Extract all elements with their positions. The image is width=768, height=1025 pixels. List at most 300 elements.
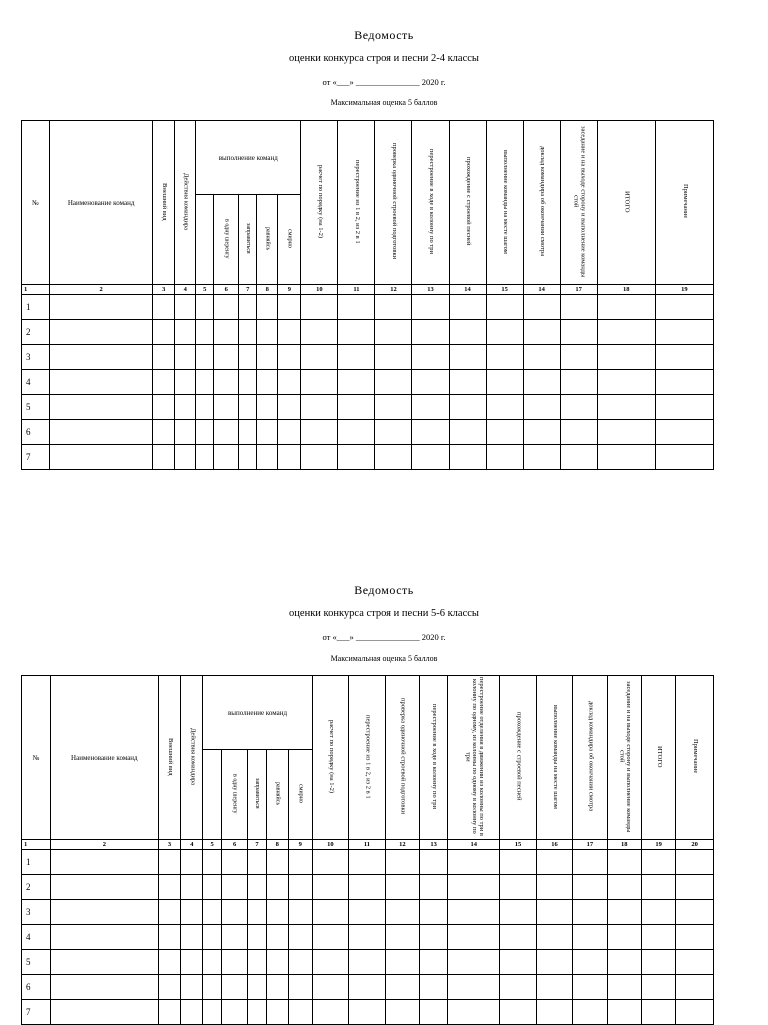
score-cell[interactable] bbox=[486, 395, 523, 420]
score-cell[interactable] bbox=[222, 850, 248, 875]
header-col17: заседание и на выходе сторону и выполнение команды стой bbox=[560, 121, 597, 285]
score-cell[interactable] bbox=[676, 1000, 714, 1025]
score-cell[interactable] bbox=[420, 925, 448, 950]
score-cell[interactable] bbox=[420, 900, 448, 925]
header-col17: доклад командира об окончании смотра bbox=[573, 676, 607, 840]
score-cell[interactable] bbox=[597, 320, 655, 345]
score-cell[interactable] bbox=[222, 975, 248, 1000]
score-cell[interactable] bbox=[158, 925, 181, 950]
score-cell[interactable] bbox=[278, 295, 301, 320]
score-cell[interactable] bbox=[676, 850, 714, 875]
score-cell[interactable] bbox=[278, 395, 301, 420]
table-row bbox=[22, 950, 714, 975]
score-cell[interactable] bbox=[486, 320, 523, 345]
score-cell[interactable] bbox=[573, 975, 607, 1000]
score-cell[interactable] bbox=[214, 370, 239, 395]
score-cell[interactable] bbox=[375, 395, 412, 420]
score-cell[interactable] bbox=[500, 900, 536, 925]
score-cell[interactable] bbox=[257, 320, 278, 345]
score-cell[interactable] bbox=[536, 925, 572, 950]
score-cell[interactable] bbox=[560, 370, 597, 395]
header-col11: перестроение из 1 в 2, из 2 в 1 bbox=[338, 121, 375, 285]
header-sub-attention: смирно bbox=[278, 195, 301, 285]
score-cell[interactable] bbox=[312, 950, 348, 975]
score-cell[interactable] bbox=[486, 295, 523, 320]
score-cell[interactable] bbox=[153, 370, 175, 395]
score-cell[interactable] bbox=[655, 420, 713, 445]
score-cell[interactable] bbox=[560, 420, 597, 445]
score-cell[interactable] bbox=[257, 295, 278, 320]
score-cell[interactable] bbox=[175, 395, 196, 420]
score-cell[interactable] bbox=[239, 445, 257, 470]
header-col12: проверка одиночной строевой подготовки bbox=[375, 121, 412, 285]
header-col13: перестроение в ходе в колонну по три bbox=[420, 676, 448, 840]
score-cell[interactable] bbox=[181, 900, 203, 925]
score-cell[interactable] bbox=[536, 875, 572, 900]
score-cell[interactable] bbox=[412, 295, 449, 320]
score-cell[interactable] bbox=[50, 370, 153, 395]
score-cell[interactable] bbox=[655, 370, 713, 395]
score-cell[interactable] bbox=[175, 420, 196, 445]
score-cell[interactable] bbox=[196, 445, 214, 470]
score-cell[interactable] bbox=[607, 975, 641, 1000]
score-cell[interactable] bbox=[196, 295, 214, 320]
score-cell[interactable] bbox=[239, 395, 257, 420]
score-cell[interactable] bbox=[420, 950, 448, 975]
header-col13: перестроение в ходе в колонну по три bbox=[412, 121, 449, 285]
score-cell[interactable] bbox=[523, 420, 560, 445]
score-cell[interactable] bbox=[676, 875, 714, 900]
score-cell[interactable] bbox=[196, 420, 214, 445]
score-cell[interactable] bbox=[266, 875, 288, 900]
score-cell[interactable] bbox=[560, 320, 597, 345]
header-col16: доклад командира об окончании смотра bbox=[523, 121, 560, 285]
score-cell[interactable] bbox=[597, 345, 655, 370]
score-cell[interactable] bbox=[607, 925, 641, 950]
header-sub-dress: равняйсь bbox=[266, 750, 288, 840]
score-cell[interactable] bbox=[301, 420, 338, 445]
score-cell[interactable] bbox=[175, 370, 196, 395]
row-number: 3 bbox=[22, 345, 50, 370]
score-cell[interactable] bbox=[181, 925, 203, 950]
score-cell[interactable] bbox=[560, 395, 597, 420]
score-cell[interactable] bbox=[385, 975, 419, 1000]
score-cell[interactable] bbox=[222, 925, 248, 950]
score-cell[interactable] bbox=[349, 925, 385, 950]
score-cell[interactable] bbox=[153, 345, 175, 370]
score-cell[interactable] bbox=[597, 295, 655, 320]
score-cell[interactable] bbox=[239, 370, 257, 395]
score-cell[interactable] bbox=[248, 850, 267, 875]
header-total: ИТОГО bbox=[597, 121, 655, 285]
score-cell[interactable] bbox=[175, 295, 196, 320]
score-cell[interactable] bbox=[301, 445, 338, 470]
score-cell[interactable] bbox=[500, 950, 536, 975]
score-cell[interactable] bbox=[50, 295, 153, 320]
score-cell[interactable] bbox=[486, 345, 523, 370]
score-cell[interactable] bbox=[248, 925, 267, 950]
row-number: 4 bbox=[22, 925, 51, 950]
score-cell[interactable] bbox=[181, 875, 203, 900]
score-cell[interactable] bbox=[523, 320, 560, 345]
score-cell[interactable] bbox=[573, 950, 607, 975]
score-cell[interactable] bbox=[181, 1000, 203, 1025]
score-cell[interactable] bbox=[239, 320, 257, 345]
header-sub-attention: смирно bbox=[288, 750, 312, 840]
score-cell[interactable] bbox=[288, 1000, 312, 1025]
score-cell[interactable] bbox=[203, 925, 222, 950]
score-cell[interactable] bbox=[448, 1000, 500, 1025]
score-cell[interactable] bbox=[158, 850, 181, 875]
score-cell[interactable] bbox=[375, 370, 412, 395]
header-col15: выполнение команды на месте шагом bbox=[486, 121, 523, 285]
score-cell[interactable] bbox=[266, 975, 288, 1000]
score-cell[interactable] bbox=[420, 850, 448, 875]
score-cell[interactable] bbox=[153, 395, 175, 420]
score-cell[interactable] bbox=[266, 850, 288, 875]
score-cell[interactable] bbox=[676, 925, 714, 950]
score-cell[interactable] bbox=[175, 445, 196, 470]
score-cell[interactable] bbox=[523, 370, 560, 395]
score-cell[interactable] bbox=[181, 850, 203, 875]
header-sub-one-rank: в одну шеренгу bbox=[222, 750, 248, 840]
score-cell[interactable] bbox=[412, 345, 449, 370]
score-cell[interactable] bbox=[312, 925, 348, 950]
score-cell[interactable] bbox=[50, 445, 153, 470]
score-cell[interactable] bbox=[338, 395, 375, 420]
score-cell[interactable] bbox=[51, 850, 158, 875]
score-cell[interactable] bbox=[607, 875, 641, 900]
score-cell[interactable] bbox=[573, 925, 607, 950]
score-cell[interactable] bbox=[536, 850, 572, 875]
score-cell[interactable] bbox=[158, 875, 181, 900]
score-cell[interactable] bbox=[248, 1000, 267, 1025]
score-cell[interactable] bbox=[158, 950, 181, 975]
score-cell[interactable] bbox=[349, 975, 385, 1000]
score-cell[interactable] bbox=[50, 345, 153, 370]
score-cell[interactable] bbox=[301, 370, 338, 395]
score-cell[interactable] bbox=[239, 295, 257, 320]
score-cell[interactable] bbox=[278, 445, 301, 470]
header-notes: Примечание bbox=[655, 121, 713, 285]
score-cell[interactable] bbox=[222, 1000, 248, 1025]
score-cell[interactable] bbox=[196, 395, 214, 420]
score-cell[interactable] bbox=[349, 900, 385, 925]
row-number: 1 bbox=[22, 850, 51, 875]
score-cell[interactable] bbox=[301, 345, 338, 370]
max-score-note: Максимальная оценка 5 баллов bbox=[330, 98, 438, 107]
score-cell[interactable] bbox=[214, 420, 239, 445]
score-cell[interactable] bbox=[597, 445, 655, 470]
score-cell[interactable] bbox=[500, 875, 536, 900]
score-cell[interactable] bbox=[50, 395, 153, 420]
header-col14: прохождение с строевой песней bbox=[449, 121, 486, 285]
score-cell[interactable] bbox=[449, 370, 486, 395]
score-cell[interactable] bbox=[500, 975, 536, 1000]
score-cell[interactable] bbox=[312, 900, 348, 925]
score-cell[interactable] bbox=[51, 1000, 158, 1025]
score-cell[interactable] bbox=[449, 395, 486, 420]
score-cell[interactable] bbox=[203, 950, 222, 975]
score-cell[interactable] bbox=[338, 295, 375, 320]
score-cell[interactable] bbox=[536, 975, 572, 1000]
score-cell[interactable] bbox=[338, 370, 375, 395]
score-cell[interactable] bbox=[523, 395, 560, 420]
score-cell[interactable] bbox=[676, 975, 714, 1000]
score-cell[interactable] bbox=[560, 295, 597, 320]
score-cell[interactable] bbox=[214, 295, 239, 320]
max-score-note: Максимальная оценка 5 баллов bbox=[330, 654, 438, 663]
score-cell[interactable] bbox=[420, 1000, 448, 1025]
score-cell[interactable] bbox=[349, 1000, 385, 1025]
row-number: 5 bbox=[22, 395, 50, 420]
score-cell[interactable] bbox=[641, 875, 675, 900]
score-cell[interactable] bbox=[523, 345, 560, 370]
score-cell[interactable] bbox=[420, 875, 448, 900]
score-cell[interactable] bbox=[560, 345, 597, 370]
table-row bbox=[22, 370, 714, 395]
score-cell[interactable] bbox=[203, 875, 222, 900]
score-cell[interactable] bbox=[312, 1000, 348, 1025]
score-cell[interactable] bbox=[239, 420, 257, 445]
score-cell[interactable] bbox=[312, 850, 348, 875]
score-cell[interactable] bbox=[257, 445, 278, 470]
score-cell[interactable] bbox=[449, 445, 486, 470]
score-cell[interactable] bbox=[288, 950, 312, 975]
score-cell[interactable] bbox=[560, 445, 597, 470]
score-cell[interactable] bbox=[288, 900, 312, 925]
score-cell[interactable] bbox=[676, 950, 714, 975]
score-cell[interactable] bbox=[641, 950, 675, 975]
score-cell[interactable] bbox=[196, 320, 214, 345]
score-cell[interactable] bbox=[607, 1000, 641, 1025]
score-cell[interactable] bbox=[385, 875, 419, 900]
column-number-row: 1 2 3 4 5 6 7 8 9 10 11 12 13 14 15 14 17 18 19 bbox=[22, 285, 714, 295]
score-cell[interactable] bbox=[486, 445, 523, 470]
header-col15: прохождение с строевой песней bbox=[500, 676, 536, 840]
score-cell[interactable] bbox=[288, 925, 312, 950]
page-subtitle: оценки конкурса строя и песни 2-4 классы bbox=[289, 53, 479, 64]
date-line: от «___» _______________ 2020 г. bbox=[322, 632, 446, 642]
score-cell[interactable] bbox=[412, 320, 449, 345]
score-cell[interactable] bbox=[248, 900, 267, 925]
score-cell[interactable] bbox=[257, 420, 278, 445]
score-cell[interactable] bbox=[573, 900, 607, 925]
score-cell[interactable] bbox=[214, 345, 239, 370]
score-cell[interactable] bbox=[448, 900, 500, 925]
score-cell[interactable] bbox=[278, 320, 301, 345]
score-cell[interactable] bbox=[486, 420, 523, 445]
score-cell[interactable] bbox=[51, 950, 158, 975]
score-cell[interactable] bbox=[385, 850, 419, 875]
score-cell[interactable] bbox=[248, 875, 267, 900]
score-cell[interactable] bbox=[288, 850, 312, 875]
score-cell[interactable] bbox=[214, 395, 239, 420]
score-cell[interactable] bbox=[500, 925, 536, 950]
score-cell[interactable] bbox=[301, 320, 338, 345]
header-sub-straighten: заправиться bbox=[248, 750, 267, 840]
score-cell[interactable] bbox=[536, 900, 572, 925]
score-cell[interactable] bbox=[266, 925, 288, 950]
score-cell[interactable] bbox=[655, 320, 713, 345]
date-line: от «___» _______________ 2020 г. bbox=[322, 77, 446, 87]
score-cell[interactable] bbox=[181, 975, 203, 1000]
score-cell[interactable] bbox=[257, 345, 278, 370]
score-cell[interactable] bbox=[641, 925, 675, 950]
score-cell[interactable] bbox=[385, 1000, 419, 1025]
score-cell[interactable] bbox=[412, 445, 449, 470]
score-cell[interactable] bbox=[607, 950, 641, 975]
score-cell[interactable] bbox=[153, 420, 175, 445]
row-number: 3 bbox=[22, 900, 51, 925]
score-cell[interactable] bbox=[412, 420, 449, 445]
score-cell[interactable] bbox=[655, 395, 713, 420]
score-cell[interactable] bbox=[385, 900, 419, 925]
score-cell[interactable] bbox=[448, 975, 500, 1000]
score-cell[interactable] bbox=[573, 1000, 607, 1025]
score-cell[interactable] bbox=[203, 1000, 222, 1025]
score-cell[interactable] bbox=[375, 345, 412, 370]
score-cell[interactable] bbox=[278, 420, 301, 445]
score-cell[interactable] bbox=[448, 925, 500, 950]
score-cell[interactable] bbox=[266, 1000, 288, 1025]
score-cell[interactable] bbox=[288, 875, 312, 900]
score-cell[interactable] bbox=[338, 445, 375, 470]
score-cell[interactable] bbox=[449, 295, 486, 320]
score-cell[interactable] bbox=[50, 420, 153, 445]
score-cell[interactable] bbox=[573, 850, 607, 875]
score-cell[interactable] bbox=[573, 875, 607, 900]
score-cell[interactable] bbox=[175, 345, 196, 370]
score-cell[interactable] bbox=[50, 320, 153, 345]
score-cell[interactable] bbox=[536, 950, 572, 975]
score-cell[interactable] bbox=[338, 420, 375, 445]
score-cell[interactable] bbox=[312, 875, 348, 900]
score-cell[interactable] bbox=[500, 1000, 536, 1025]
score-cell[interactable] bbox=[257, 395, 278, 420]
score-cell[interactable] bbox=[607, 850, 641, 875]
score-cell[interactable] bbox=[412, 395, 449, 420]
score-cell[interactable] bbox=[676, 900, 714, 925]
score-cell[interactable] bbox=[641, 900, 675, 925]
score-cell[interactable] bbox=[448, 850, 500, 875]
score-cell[interactable] bbox=[449, 320, 486, 345]
score-cell[interactable] bbox=[641, 850, 675, 875]
row-number: 5 bbox=[22, 950, 51, 975]
score-cell[interactable] bbox=[375, 420, 412, 445]
score-cell[interactable] bbox=[51, 925, 158, 950]
score-cell[interactable] bbox=[196, 345, 214, 370]
score-cell[interactable] bbox=[536, 1000, 572, 1025]
score-cell[interactable] bbox=[51, 900, 158, 925]
score-cell[interactable] bbox=[375, 445, 412, 470]
score-cell[interactable] bbox=[214, 320, 239, 345]
score-cell[interactable] bbox=[181, 950, 203, 975]
score-cell[interactable] bbox=[266, 900, 288, 925]
score-cell[interactable] bbox=[338, 345, 375, 370]
score-cell[interactable] bbox=[301, 295, 338, 320]
score-cell[interactable] bbox=[51, 875, 158, 900]
table-row bbox=[22, 395, 714, 420]
score-cell[interactable] bbox=[448, 950, 500, 975]
score-cell[interactable] bbox=[222, 900, 248, 925]
score-cell[interactable] bbox=[486, 370, 523, 395]
score-cell[interactable] bbox=[248, 975, 267, 1000]
score-cell[interactable] bbox=[375, 295, 412, 320]
row-number: 2 bbox=[22, 875, 51, 900]
score-cell[interactable] bbox=[449, 345, 486, 370]
score-cell[interactable] bbox=[597, 395, 655, 420]
score-cell[interactable] bbox=[375, 320, 412, 345]
score-cell[interactable] bbox=[175, 320, 196, 345]
score-cell[interactable] bbox=[248, 950, 267, 975]
score-cell[interactable] bbox=[239, 345, 257, 370]
score-cell[interactable] bbox=[301, 395, 338, 420]
score-cell[interactable] bbox=[523, 295, 560, 320]
score-cell[interactable] bbox=[266, 950, 288, 975]
score-cell[interactable] bbox=[349, 875, 385, 900]
header-commands-group: выполнение команд bbox=[203, 676, 312, 750]
score-cell[interactable] bbox=[158, 900, 181, 925]
score-cell[interactable] bbox=[641, 1000, 675, 1025]
score-cell[interactable] bbox=[158, 975, 181, 1000]
score-cell[interactable] bbox=[153, 320, 175, 345]
score-cell[interactable] bbox=[385, 950, 419, 975]
score-cell[interactable] bbox=[420, 975, 448, 1000]
score-cell[interactable] bbox=[203, 900, 222, 925]
score-cell[interactable] bbox=[278, 345, 301, 370]
header-col10: расчет по порядку (на 1-2) bbox=[301, 121, 338, 285]
score-cell[interactable] bbox=[214, 445, 239, 470]
score-cell[interactable] bbox=[257, 370, 278, 395]
score-cell[interactable] bbox=[449, 420, 486, 445]
score-cell[interactable] bbox=[222, 950, 248, 975]
score-cell[interactable] bbox=[607, 900, 641, 925]
page-title: Ведомость bbox=[354, 28, 414, 42]
score-cell[interactable] bbox=[597, 370, 655, 395]
score-cell[interactable] bbox=[412, 370, 449, 395]
score-cell[interactable] bbox=[278, 370, 301, 395]
header-appearance: Внешний вид bbox=[153, 121, 175, 285]
score-cell[interactable] bbox=[153, 445, 175, 470]
score-cell[interactable] bbox=[597, 420, 655, 445]
score-cell[interactable] bbox=[312, 975, 348, 1000]
score-cell[interactable] bbox=[655, 445, 713, 470]
score-cell[interactable] bbox=[641, 975, 675, 1000]
header-col18: заседание и на выходе сторону и выполнение команды стой bbox=[607, 676, 641, 840]
row-number: 6 bbox=[22, 975, 51, 1000]
score-cell[interactable] bbox=[196, 370, 214, 395]
score-cell[interactable] bbox=[203, 975, 222, 1000]
score-cell[interactable] bbox=[203, 850, 222, 875]
score-cell[interactable] bbox=[500, 850, 536, 875]
score-cell[interactable] bbox=[385, 925, 419, 950]
score-cell[interactable] bbox=[158, 1000, 181, 1025]
score-cell[interactable] bbox=[523, 445, 560, 470]
score-cell[interactable] bbox=[655, 345, 713, 370]
score-cell[interactable] bbox=[655, 295, 713, 320]
score-cell[interactable] bbox=[448, 875, 500, 900]
score-cell[interactable] bbox=[222, 875, 248, 900]
score-cell[interactable] bbox=[349, 950, 385, 975]
score-cell[interactable] bbox=[51, 975, 158, 1000]
score-cell[interactable] bbox=[153, 295, 175, 320]
header-number: № bbox=[22, 676, 51, 840]
score-cell[interactable] bbox=[349, 850, 385, 875]
score-cell[interactable] bbox=[338, 320, 375, 345]
header-team-name: Наименование команд bbox=[50, 121, 153, 285]
score-cell[interactable] bbox=[288, 975, 312, 1000]
